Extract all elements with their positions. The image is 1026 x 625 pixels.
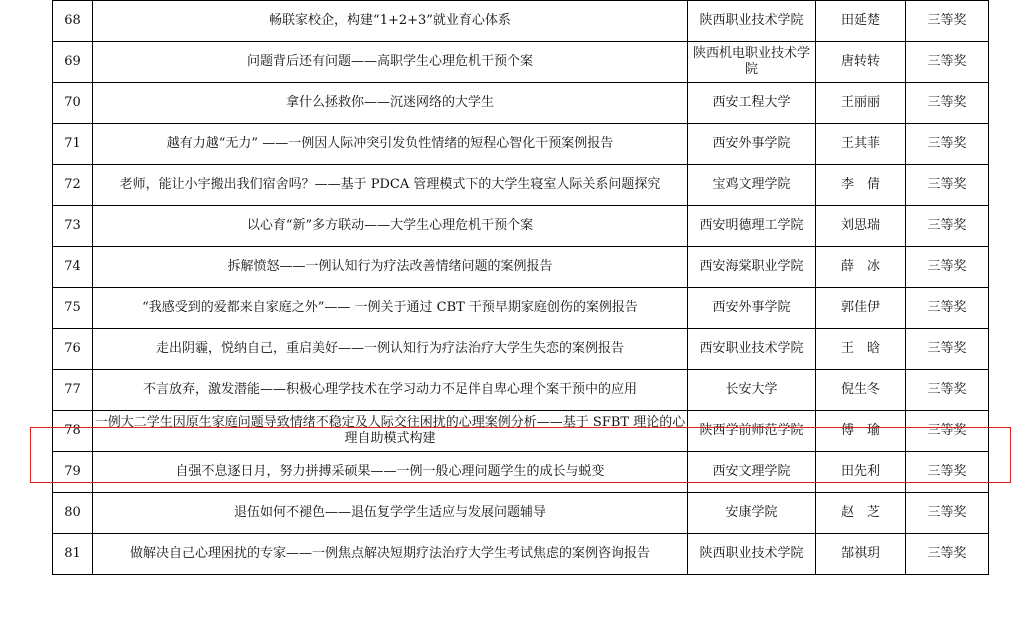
author-name: 王丽丽 xyxy=(816,83,906,124)
author-name: 薛 冰 xyxy=(816,247,906,288)
author-name: 田先利 xyxy=(816,452,906,493)
case-title: 做解决自己心理困扰的专家——一例焦点解决短期疗法治疗大学生考试焦虑的案例咨询报告 xyxy=(93,534,688,575)
table-row xyxy=(53,534,989,575)
school-name: 西安职业技术学院 xyxy=(688,329,816,370)
award-level: 三等奖 xyxy=(906,165,989,206)
author-name: 王其菲 xyxy=(816,124,906,165)
author-name: 倪生冬 xyxy=(816,370,906,411)
row-number: 80 xyxy=(53,493,93,534)
award-level: 三等奖 xyxy=(906,206,989,247)
table-row xyxy=(53,288,989,329)
row-number: 73 xyxy=(53,206,93,247)
table-row xyxy=(53,83,989,124)
case-title: 自强不息逐日月，努力拼搏采硕果——一例一般心理问题学生的成长与蜕变 xyxy=(93,452,688,493)
school-name: 西安文理学院 xyxy=(688,452,816,493)
case-title: 问题背后还有问题——高职学生心理危机干预个案 xyxy=(93,42,688,83)
award-level: 三等奖 xyxy=(906,124,989,165)
table-row-highlighted xyxy=(53,411,989,452)
school-name: 长安大学 xyxy=(688,370,816,411)
author-name: 李 倩 xyxy=(816,165,906,206)
row-number: 74 xyxy=(53,247,93,288)
table-row xyxy=(53,165,989,206)
school-name: 安康学院 xyxy=(688,493,816,534)
author-name: 王 晗 xyxy=(816,329,906,370)
row-number: 76 xyxy=(53,329,93,370)
table-row xyxy=(53,206,989,247)
table-row xyxy=(53,452,989,493)
table-row xyxy=(53,42,989,83)
school-name: 陕西机电职业技术学院 xyxy=(688,42,816,83)
case-title: 越有力越“无力” ——一例因人际冲突引发负性情绪的短程心智化干预案例报告 xyxy=(93,124,688,165)
school-name: 陕西学前师范学院 xyxy=(688,411,816,452)
row-number: 71 xyxy=(53,124,93,165)
case-title: 不言放弃，激发潜能——积极心理学技术在学习动力不足伴自卑心理个案干预中的应用 xyxy=(93,370,688,411)
school-name: 宝鸡文理学院 xyxy=(688,165,816,206)
school-name: 西安外事学院 xyxy=(688,124,816,165)
case-title: 老师，能让小宇搬出我们宿舍吗？——基于 PDCA 管理模式下的大学生寝室人际关系问题探究 xyxy=(93,165,688,206)
school-name: 西安外事学院 xyxy=(688,288,816,329)
case-title: 以心育“新”多方联动——大学生心理危机干预个案 xyxy=(93,206,688,247)
case-title: 退伍如何不褪色——退伍复学学生适应与发展问题辅导 xyxy=(93,493,688,534)
school-name: 陕西职业技术学院 xyxy=(688,1,816,42)
school-name: 西安明德理工学院 xyxy=(688,206,816,247)
author-name: 刘思瑞 xyxy=(816,206,906,247)
award-level: 三等奖 xyxy=(906,288,989,329)
award-list-document xyxy=(52,0,988,575)
row-number: 75 xyxy=(53,288,93,329)
award-level: 三等奖 xyxy=(906,1,989,42)
award-level: 三等奖 xyxy=(906,411,989,452)
row-number: 81 xyxy=(53,534,93,575)
row-number: 68 xyxy=(53,1,93,42)
award-level: 三等奖 xyxy=(906,42,989,83)
author-name: 郜祺玥 xyxy=(816,534,906,575)
case-title: 拿什么拯救你——沉迷网络的大学生 xyxy=(93,83,688,124)
row-number: 69 xyxy=(53,42,93,83)
table-row xyxy=(53,247,989,288)
row-number: 77 xyxy=(53,370,93,411)
award-level: 三等奖 xyxy=(906,534,989,575)
award-level: 三等奖 xyxy=(906,247,989,288)
author-name: 赵 芝 xyxy=(816,493,906,534)
author-name: 傅 瑜 xyxy=(816,411,906,452)
school-name: 西安工程大学 xyxy=(688,83,816,124)
case-title: 拆解愤怒——一例认知行为疗法改善情绪问题的案例报告 xyxy=(93,247,688,288)
table-row xyxy=(53,1,989,42)
case-title: 一例大二学生因原生家庭问题导致情绪不稳定及人际交往困扰的心理案例分析——基于 SFBT 理论的心理自助模式构建 xyxy=(93,411,688,452)
table-row xyxy=(53,370,989,411)
award-table xyxy=(52,0,989,575)
table-row xyxy=(53,329,989,370)
author-name: 田延楚 xyxy=(816,1,906,42)
school-name: 陕西职业技术学院 xyxy=(688,534,816,575)
table-row xyxy=(53,124,989,165)
school-name: 西安海棠职业学院 xyxy=(688,247,816,288)
row-number: 70 xyxy=(53,83,93,124)
case-title: “我感受到的爱都来自家庭之外”—— 一例关于通过 CBT 干预早期家庭创伤的案例报告 xyxy=(93,288,688,329)
author-name: 郭佳伊 xyxy=(816,288,906,329)
row-number: 79 xyxy=(53,452,93,493)
award-level: 三等奖 xyxy=(906,83,989,124)
author-name: 唐转转 xyxy=(816,42,906,83)
award-level: 三等奖 xyxy=(906,493,989,534)
row-number: 78 xyxy=(53,411,93,452)
case-title: 走出阴霾，悦纳自己，重启美好——一例认知行为疗法治疗大学生失恋的案例报告 xyxy=(93,329,688,370)
award-level: 三等奖 xyxy=(906,329,989,370)
case-title: 畅联家校企，构建“1+2+3”就业育心体系 xyxy=(93,1,688,42)
award-level: 三等奖 xyxy=(906,452,989,493)
table-row xyxy=(53,493,989,534)
award-level: 三等奖 xyxy=(906,370,989,411)
row-number: 72 xyxy=(53,165,93,206)
